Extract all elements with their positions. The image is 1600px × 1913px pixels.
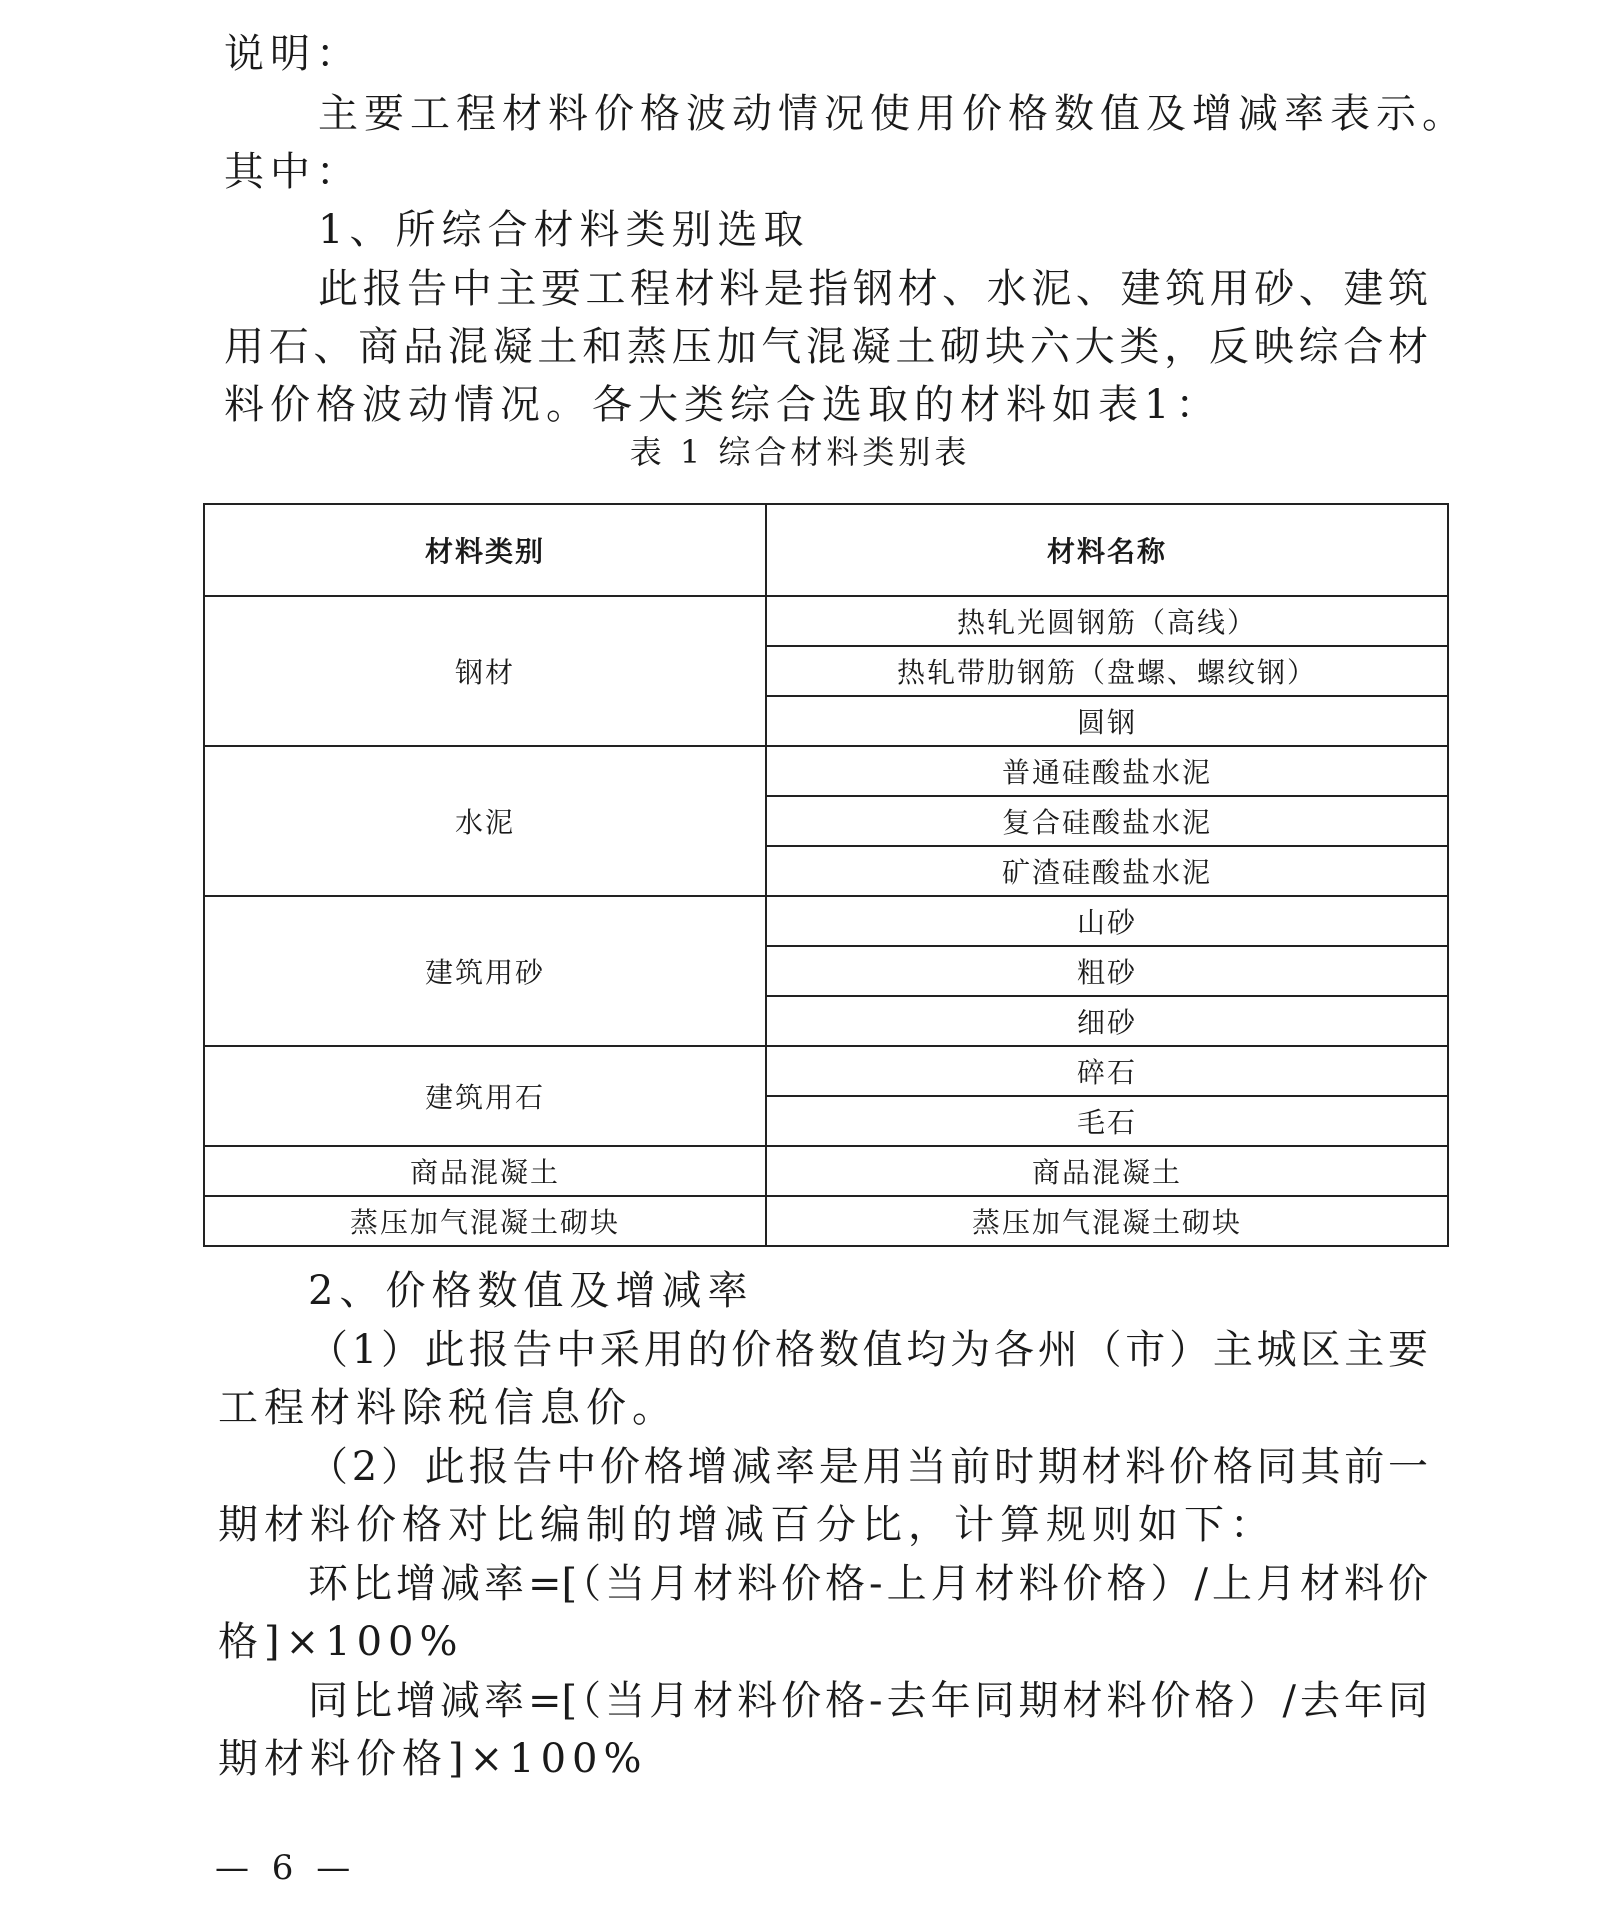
category-cell: 钢材: [204, 596, 766, 746]
body-text: 此报告中主要工程材料是指钢材、水泥、建筑用砂、建筑: [318, 266, 1428, 312]
material-name-cell: 蒸压加气混凝土砌块: [766, 1196, 1448, 1246]
category-cell: 水泥: [204, 746, 766, 896]
table-row: [204, 896, 1448, 946]
formula-mom: 环比增减率=[（当月材料价格-上月材料价格）/上月材料价: [308, 1561, 1428, 1607]
material-name-cell: 复合硅酸盐水泥: [766, 796, 1448, 846]
formula-mom-cont: 格]×100%: [218, 1619, 464, 1665]
column-header-category: 材料类别: [204, 504, 766, 596]
table-row: [204, 746, 1448, 796]
formula-yoy-cont: 期材料价格]×100%: [218, 1736, 648, 1782]
category-cell: 建筑用砂: [204, 896, 766, 1046]
material-name-cell: 毛石: [766, 1096, 1448, 1146]
body-text: 期材料价格对比编制的增减百分比，计算规则如下：: [218, 1502, 1276, 1548]
material-name-cell: 热轧光圆钢筋（高线）: [766, 596, 1448, 646]
material-name-cell: 粗砂: [766, 946, 1448, 996]
material-name-cell: 矿渣硅酸盐水泥: [766, 846, 1448, 896]
material-name-cell: 碎石: [766, 1046, 1448, 1096]
page-number: — 6 —: [215, 1848, 357, 1888]
body-text: 工程材料除税信息价。: [218, 1385, 678, 1431]
formula-yoy: 同比增减率=[（当月材料价格-去年同期材料价格）/去年同: [308, 1678, 1428, 1724]
category-cell: 商品混凝土: [204, 1146, 766, 1196]
material-name-cell: 细砂: [766, 996, 1448, 1046]
body-text: 料价格波动情况。各大类综合选取的材料如表1：: [224, 382, 1222, 428]
table-row: [204, 1046, 1448, 1096]
table-row: [204, 1196, 1448, 1246]
material-name-cell: 普通硅酸盐水泥: [766, 746, 1448, 796]
category-cell: 建筑用石: [204, 1046, 766, 1146]
column-header-name: 材料名称: [766, 504, 1448, 596]
material-name-cell: 商品混凝土: [766, 1146, 1448, 1196]
material-name-cell: 热轧带肋钢筋（盘螺、螺纹钢）: [766, 646, 1448, 696]
section-heading-1: 1、所综合材料类别选取: [318, 207, 810, 253]
table-row: [204, 596, 1448, 646]
body-text: 用石、商品混凝土和蒸压加气混凝土砌块六大类，反映综合材: [224, 324, 1428, 370]
material-name-cell: 山砂: [766, 896, 1448, 946]
body-text: （2）此报告中价格增减率是用当前时期材料价格同其前一: [308, 1444, 1428, 1490]
intro-heading: 说明：: [224, 31, 362, 77]
intro-paragraph: 主要工程材料价格波动情况使用价格数值及增减率表示。: [318, 91, 1468, 137]
section-heading-2: 2、价格数值及增减率: [308, 1268, 754, 1314]
materials-table: [203, 503, 1449, 1247]
category-cell: 蒸压加气混凝土砌块: [204, 1196, 766, 1246]
table-header-row: [204, 504, 1448, 596]
table-caption: 表 1 综合材料类别表: [629, 433, 971, 471]
intro-where: 其中：: [224, 149, 362, 195]
material-name-cell: 圆钢: [766, 696, 1448, 746]
table-row: [204, 1146, 1448, 1196]
body-text: （1）此报告中采用的价格数值均为各州（市）主城区主要: [308, 1327, 1428, 1373]
